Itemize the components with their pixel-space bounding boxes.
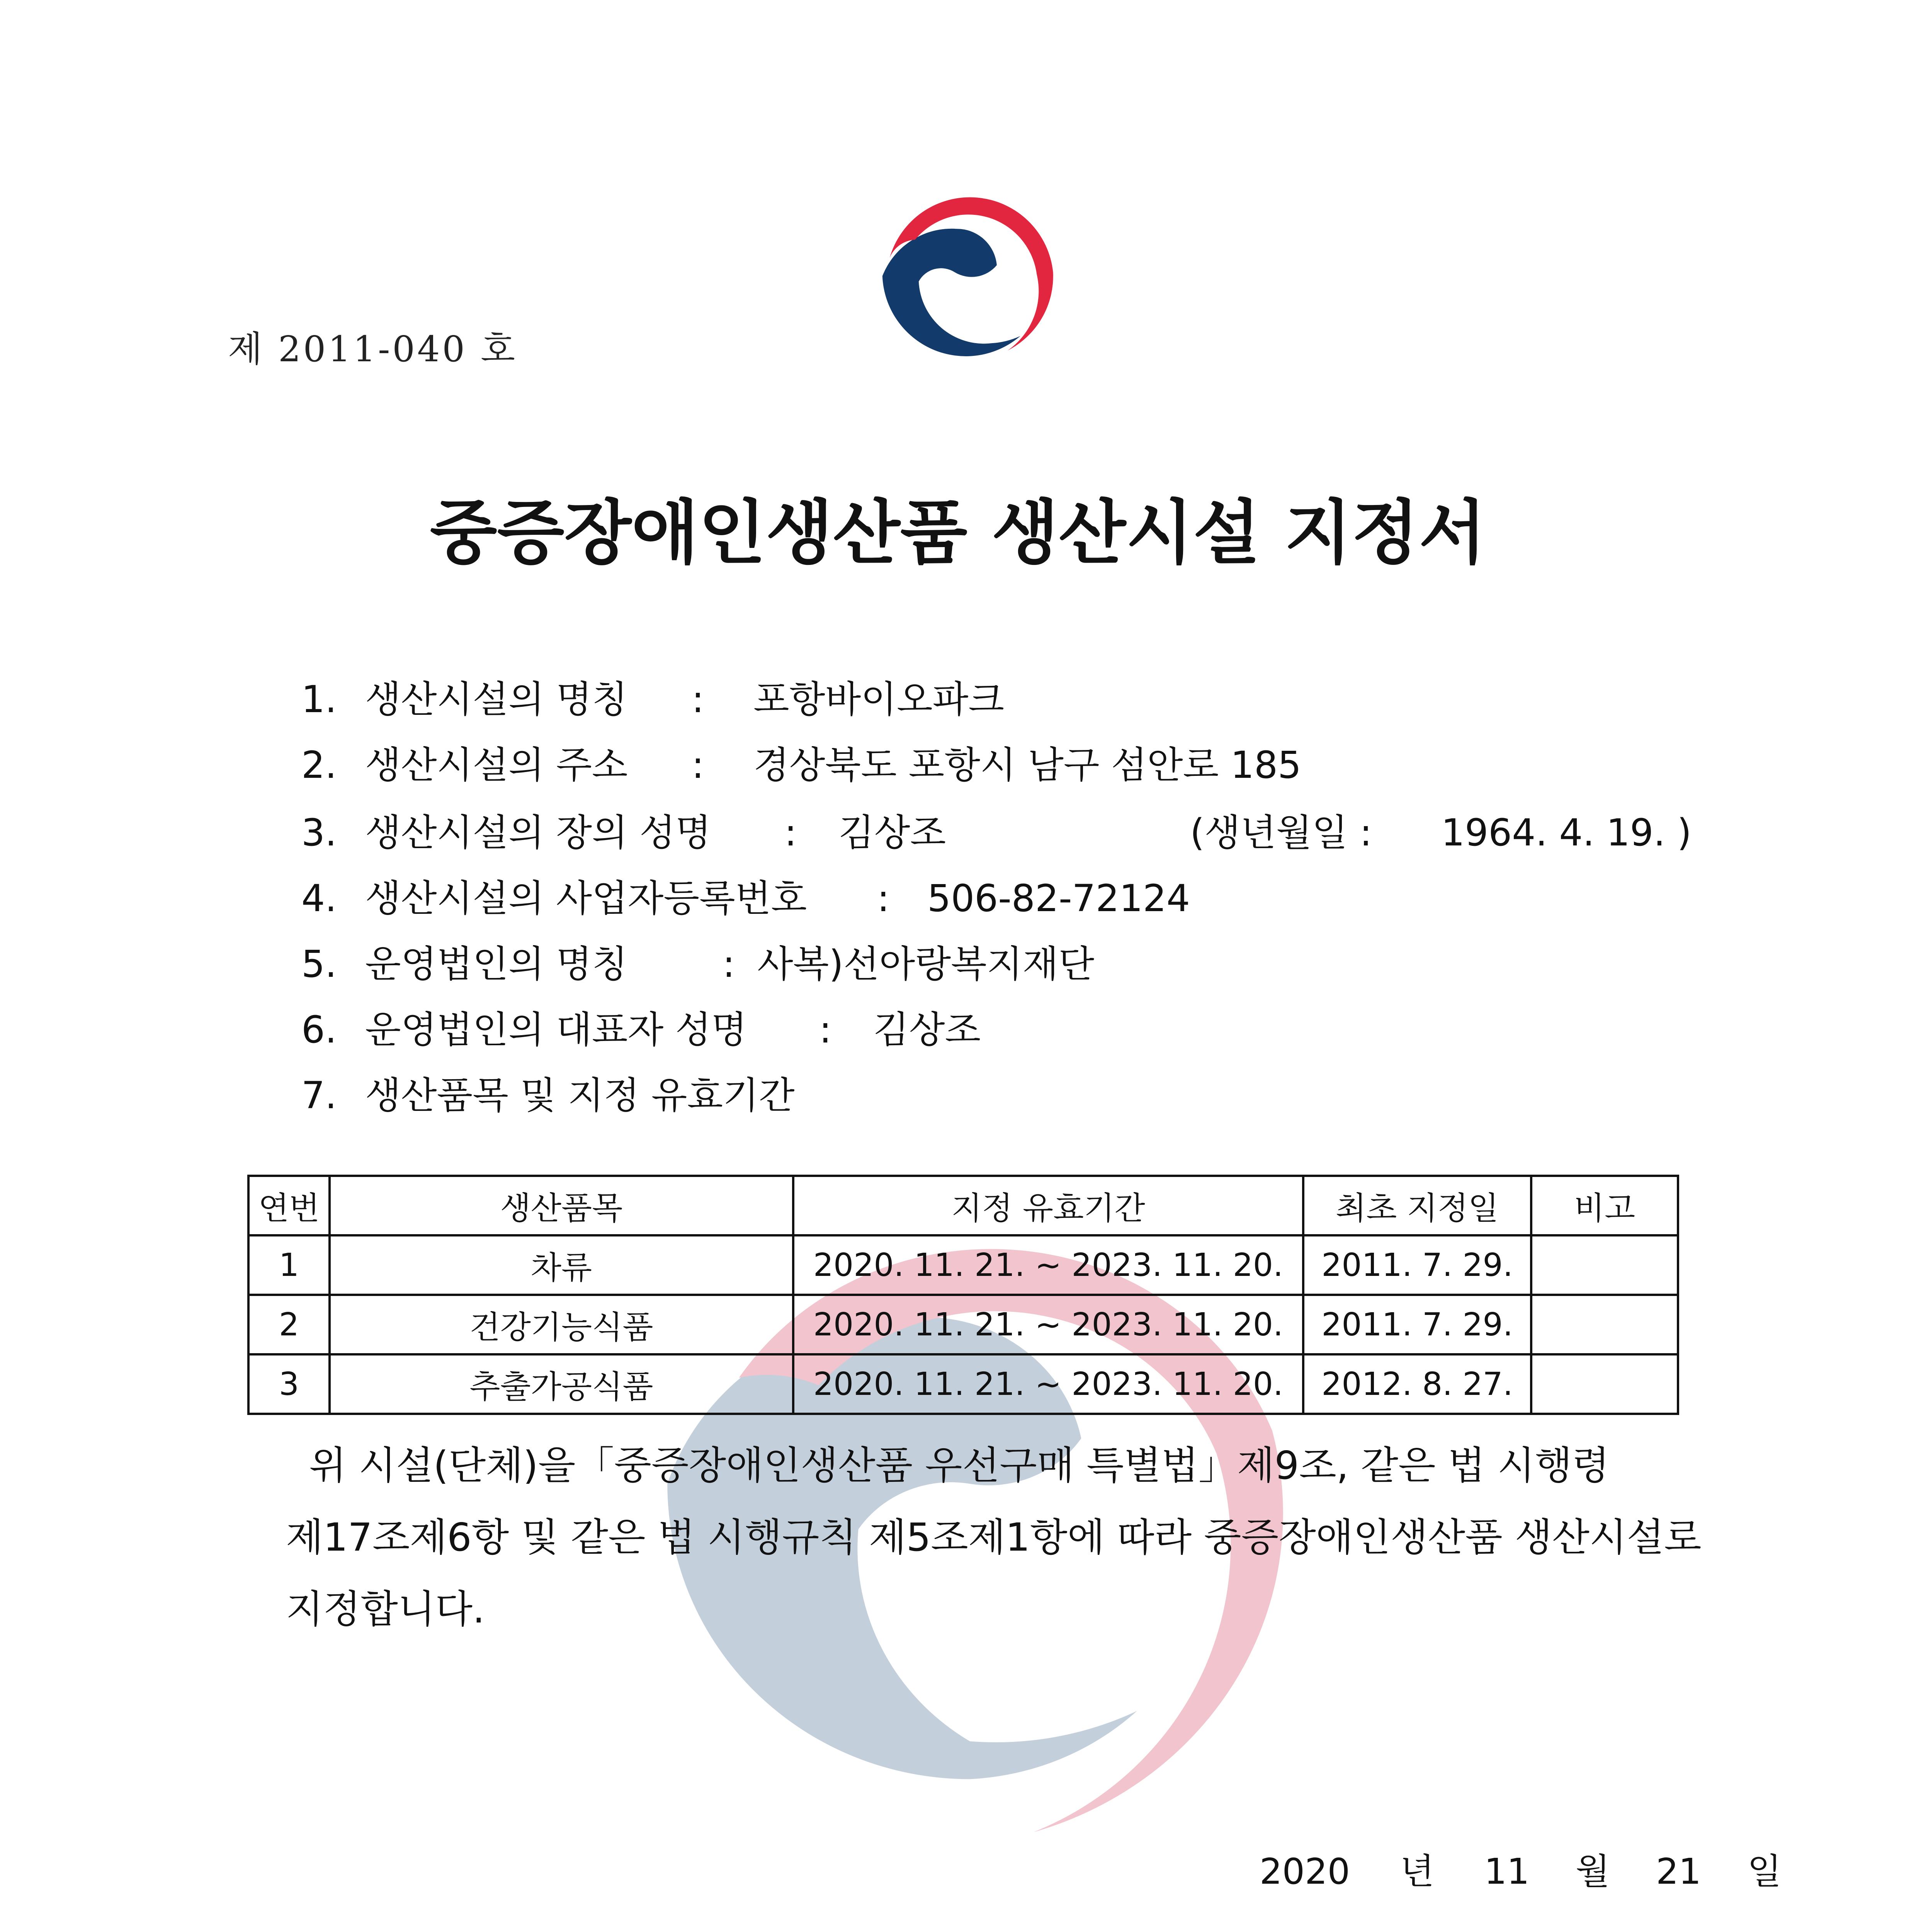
item-colon: : xyxy=(819,1008,832,1051)
date-year-unit: 년 xyxy=(1400,1851,1435,1892)
table-cell: 추출가공식품 xyxy=(330,1354,793,1414)
item-label: 운영법인의 대표자 성명 xyxy=(365,1008,747,1051)
table-cell: 차류 xyxy=(330,1235,793,1295)
date-month: 11 xyxy=(1484,1851,1530,1892)
item-label: 생산품목 및 지정 유효기간 xyxy=(365,1074,795,1117)
table-row xyxy=(248,1354,1678,1414)
statement-line: 지정합니다. xyxy=(286,1587,485,1632)
birth-date-value: 1964. 4. 19. ) xyxy=(1441,811,1692,854)
table-cell: 건강기능식품 xyxy=(330,1295,793,1354)
issue-date xyxy=(1260,1843,1782,1894)
item-number: 6. xyxy=(301,1008,337,1051)
column-header: 연번 xyxy=(248,1176,330,1235)
item-value: 김상조 xyxy=(873,1008,981,1051)
column-header: 비고 xyxy=(1531,1176,1678,1235)
page-title: 중증장애인생산품 생산시설 지정서 xyxy=(430,493,1486,573)
item-colon: : xyxy=(877,877,890,920)
item-label: 생산시설의 장의 성명 xyxy=(365,811,711,854)
product-table xyxy=(247,1175,1677,1415)
item-value: 경상북도 포항시 남구 섬안로 185 xyxy=(753,743,1302,787)
table-cell xyxy=(1531,1354,1678,1414)
table-cell: 2020. 11. 21. ~ 2023. 11. 20. xyxy=(793,1354,1303,1414)
item-value: 사복)선아랑복지재단 xyxy=(757,942,1095,986)
table-cell: 2011. 7. 29. xyxy=(1303,1235,1531,1295)
item-colon: : xyxy=(692,743,704,787)
item-value: 포항바이오파크 xyxy=(753,678,1005,721)
date-day-unit: 일 xyxy=(1747,1851,1782,1892)
item-value: 506-82-72124 xyxy=(927,877,1190,920)
item-number: 5. xyxy=(301,942,337,986)
item-number: 7. xyxy=(301,1074,337,1117)
statement-line: 제17조제6항 및 같은 법 시행규칙 제5조제1항에 따라 중증장애인생산품 생산시설로 xyxy=(286,1515,1702,1560)
date-month-unit: 월 xyxy=(1575,1851,1610,1892)
designation-statement xyxy=(286,1430,1702,1645)
table-cell xyxy=(1531,1295,1678,1354)
table-cell: 3 xyxy=(248,1354,330,1414)
item-colon: : xyxy=(723,942,735,986)
item-value: 김상조 xyxy=(838,811,946,854)
table-cell xyxy=(1531,1235,1678,1295)
table-cell: 2011. 7. 29. xyxy=(1303,1295,1531,1354)
table-cell: 2020. 11. 21. ~ 2023. 11. 20. xyxy=(793,1295,1303,1354)
table-cell: 2012. 8. 27. xyxy=(1303,1354,1531,1414)
date-year: 2020 xyxy=(1260,1851,1350,1892)
item-number: 4. xyxy=(301,877,337,920)
date-day: 21 xyxy=(1656,1851,1702,1892)
item-label: 생산시설의 주소 xyxy=(365,743,628,787)
item-number: 1. xyxy=(301,678,337,721)
column-header: 최초 지정일 xyxy=(1303,1176,1531,1235)
table-cell: 2020. 11. 21. ~ 2023. 11. 20. xyxy=(793,1235,1303,1295)
table-row xyxy=(248,1235,1678,1295)
document-number: 제 2011-040 호 xyxy=(228,328,518,370)
item-colon: : xyxy=(784,811,797,854)
statement-line: 위 시설(단체)을「중증장애인생산품 우선구매 특별법」제9조, 같은 법 시행령 xyxy=(309,1443,1610,1488)
government-emblem-icon xyxy=(869,182,1063,363)
item-label: 생산시설의 사업자등록번호 xyxy=(365,877,807,920)
item-number: 3. xyxy=(301,811,337,854)
table-row xyxy=(248,1295,1678,1354)
birth-date-label: (생년월일 : xyxy=(1190,811,1372,854)
item-colon: : xyxy=(692,678,704,721)
table-header-row xyxy=(248,1176,1678,1235)
table-cell: 2 xyxy=(248,1295,330,1354)
table-cell: 1 xyxy=(248,1235,330,1295)
column-header: 지정 유효기간 xyxy=(793,1176,1303,1235)
item-number: 2. xyxy=(301,743,337,787)
column-header: 생산품목 xyxy=(330,1176,793,1235)
item-label: 운영법인의 명칭 xyxy=(365,942,628,986)
item-label: 생산시설의 명칭 xyxy=(365,678,628,721)
